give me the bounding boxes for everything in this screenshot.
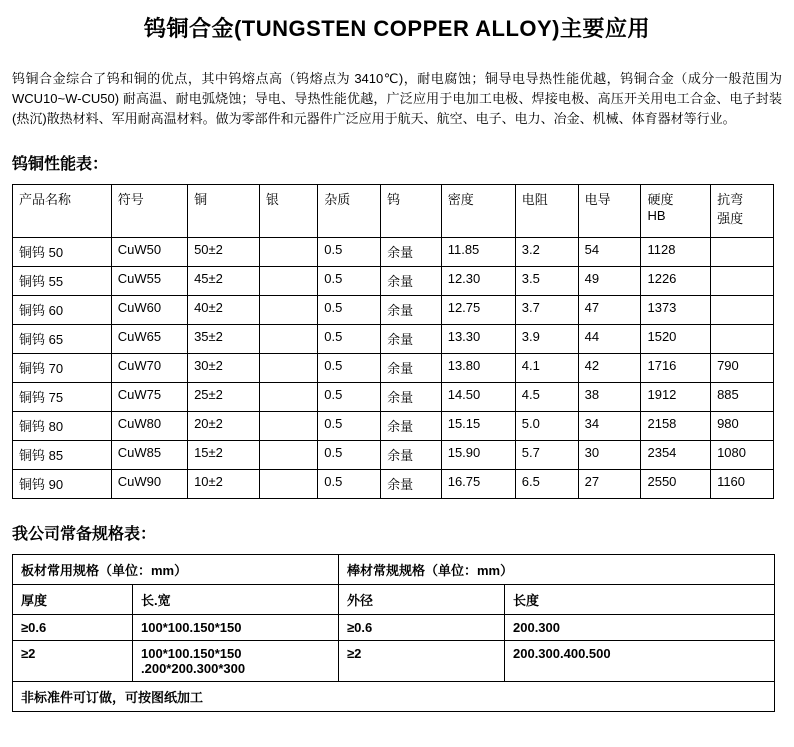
document-page (0, 12, 794, 747)
cell-plate-thickness: ≥2 (13, 641, 133, 682)
table-row (13, 325, 774, 354)
cell-conductivity: 27 (578, 470, 641, 499)
table-row (13, 354, 774, 383)
cell-silver (259, 267, 317, 296)
cell-hardness: 1912 (641, 383, 711, 412)
cell-density: 13.80 (441, 354, 515, 383)
th-silver: 银 (259, 185, 317, 238)
cell-resistance: 3.2 (515, 238, 578, 267)
th-plate-thickness: 厚度 (13, 585, 133, 615)
cell-copper: 35±2 (188, 325, 260, 354)
cell-tungsten: 余量 (381, 412, 442, 441)
cell-tungsten: 余量 (381, 296, 442, 325)
spec-table-body (13, 238, 774, 499)
th-bending-label2: 强度 (717, 211, 744, 226)
cell-plate-size: 100*100.150*150 (133, 615, 339, 641)
cell-tungsten: 余量 (381, 470, 442, 499)
cell-density: 15.15 (441, 412, 515, 441)
stock-table-body (13, 555, 775, 712)
bar-section-title: 棒材常规规格（单位：mm） (339, 555, 775, 585)
cell-density: 11.85 (441, 238, 515, 267)
table-row (13, 383, 774, 412)
stock-note: 非标准件可订做，可按图纸加工 (13, 682, 775, 712)
th-impurity: 杂质 (318, 185, 381, 238)
cell-hardness: 2550 (641, 470, 711, 499)
cell-impurity: 0.5 (318, 354, 381, 383)
cell-product-name: 铜钨 85 (13, 441, 112, 470)
intro-paragraph: 钨铜合金综合了钨和铜的优点，其中钨熔点高（钨熔点为 3410℃)，耐电腐蚀；铜导电导热性能优越，钨铜合金（成分一般范围为 WCU10~W-CU50) 耐高温、耐电弧烧蚀；导电、导热性能优越，广泛应用于电加工电极、焊接电极、高压开关用电工合金、电子封装(热沉)散热材料、军用耐高温材料。做为零部件和元器件广泛应用于航天、航空、电子、电力、冶金、机械、体育器材等行业。 (12, 71, 782, 126)
th-hardness-label: 硬度 (647, 192, 674, 207)
th-plate-size: 长.宽 (133, 585, 339, 615)
cell-tungsten: 余量 (381, 441, 442, 470)
cell-silver (259, 296, 317, 325)
cell-resistance: 4.5 (515, 383, 578, 412)
table-row (13, 641, 775, 682)
cell-symbol: CuW90 (111, 470, 187, 499)
cell-hardness: 1128 (641, 238, 711, 267)
spec-table (12, 184, 774, 499)
cell-impurity: 0.5 (318, 441, 381, 470)
cell-symbol: CuW75 (111, 383, 187, 412)
plate-size-line1: 100*100.150*150 (141, 646, 242, 661)
stock-title-row (13, 555, 775, 585)
cell-bending: 1160 (711, 470, 774, 499)
cell-tungsten: 余量 (381, 354, 442, 383)
cell-silver (259, 325, 317, 354)
cell-silver (259, 412, 317, 441)
cell-bending: 885 (711, 383, 774, 412)
cell-bending (711, 238, 774, 267)
cell-symbol: CuW85 (111, 441, 187, 470)
plate-size-line2: .200*200.300*300 (141, 661, 246, 676)
cell-product-name: 铜钨 90 (13, 470, 112, 499)
cell-tungsten: 余量 (381, 383, 442, 412)
cell-silver (259, 441, 317, 470)
spec-section-heading: 钨铜性能表： (12, 156, 109, 173)
cell-resistance: 3.9 (515, 325, 578, 354)
cell-bending: 1080 (711, 441, 774, 470)
cell-impurity: 0.5 (318, 470, 381, 499)
th-bar-length: 长度 (505, 585, 775, 615)
cell-resistance: 3.5 (515, 267, 578, 296)
cell-copper: 20±2 (188, 412, 260, 441)
th-conductivity: 电导 (578, 185, 641, 238)
cell-product-name: 铜钨 65 (13, 325, 112, 354)
cell-density: 12.30 (441, 267, 515, 296)
spec-table-head (13, 185, 774, 238)
th-tungsten: 钨 (381, 185, 442, 238)
cell-conductivity: 38 (578, 383, 641, 412)
cell-conductivity: 54 (578, 238, 641, 267)
cell-impurity: 0.5 (318, 296, 381, 325)
table-row (13, 470, 774, 499)
cell-hardness: 2158 (641, 412, 711, 441)
th-product-name: 产品名称 (13, 185, 112, 238)
cell-conductivity: 34 (578, 412, 641, 441)
cell-resistance: 4.1 (515, 354, 578, 383)
cell-resistance: 5.0 (515, 412, 578, 441)
table-row (13, 412, 774, 441)
th-hardness-unit: HB (647, 208, 666, 223)
cell-silver (259, 470, 317, 499)
cell-tungsten: 余量 (381, 325, 442, 354)
th-bending-strength (711, 185, 774, 238)
cell-copper: 40±2 (188, 296, 260, 325)
cell-density: 15.90 (441, 441, 515, 470)
cell-impurity: 0.5 (318, 412, 381, 441)
cell-copper: 25±2 (188, 383, 260, 412)
cell-product-name: 铜钨 60 (13, 296, 112, 325)
th-bar-diameter: 外径 (339, 585, 505, 615)
cell-density: 12.75 (441, 296, 515, 325)
cell-bar-diameter: ≥2 (339, 641, 505, 682)
cell-symbol: CuW50 (111, 238, 187, 267)
cell-hardness: 1373 (641, 296, 711, 325)
cell-bending: 980 (711, 412, 774, 441)
cell-density: 16.75 (441, 470, 515, 499)
cell-silver (259, 383, 317, 412)
cell-density: 13.30 (441, 325, 515, 354)
cell-product-name: 铜钨 75 (13, 383, 112, 412)
cell-product-name: 铜钨 80 (13, 412, 112, 441)
cell-hardness: 1226 (641, 267, 711, 296)
th-resistance: 电阻 (515, 185, 578, 238)
th-hardness (641, 185, 711, 238)
cell-bar-length: 200.300.400.500 (505, 641, 775, 682)
cell-silver (259, 354, 317, 383)
cell-hardness: 1716 (641, 354, 711, 383)
cell-product-name: 铜钨 70 (13, 354, 112, 383)
cell-symbol: CuW65 (111, 325, 187, 354)
stock-table (12, 554, 775, 712)
cell-copper: 45±2 (188, 267, 260, 296)
cell-density: 14.50 (441, 383, 515, 412)
table-row (13, 238, 774, 267)
cell-symbol: CuW80 (111, 412, 187, 441)
plate-section-title: 板材常用规格（单位：mm） (13, 555, 339, 585)
table-row (13, 267, 774, 296)
cell-impurity: 0.5 (318, 267, 381, 296)
cell-silver (259, 238, 317, 267)
cell-conductivity: 49 (578, 267, 641, 296)
stock-header-row (13, 585, 775, 615)
cell-bending (711, 296, 774, 325)
cell-impurity: 0.5 (318, 325, 381, 354)
cell-copper: 50±2 (188, 238, 260, 267)
th-copper: 铜 (188, 185, 260, 238)
page-title: 钨铜合金(TUNGSTEN COPPER ALLOY)主要应用 (143, 16, 651, 41)
th-density: 密度 (441, 185, 515, 238)
cell-bending: 790 (711, 354, 774, 383)
cell-conductivity: 30 (578, 441, 641, 470)
cell-tungsten: 余量 (381, 267, 442, 296)
cell-resistance: 3.7 (515, 296, 578, 325)
cell-plate-thickness: ≥0.6 (13, 615, 133, 641)
table-row (13, 441, 774, 470)
cell-copper: 15±2 (188, 441, 260, 470)
th-symbol: 符号 (111, 185, 187, 238)
cell-hardness: 1520 (641, 325, 711, 354)
cell-bending (711, 267, 774, 296)
cell-symbol: CuW55 (111, 267, 187, 296)
cell-bending (711, 325, 774, 354)
table-row (13, 296, 774, 325)
cell-conductivity: 44 (578, 325, 641, 354)
table-row (13, 615, 775, 641)
cell-impurity: 0.5 (318, 383, 381, 412)
cell-symbol: CuW60 (111, 296, 187, 325)
stock-section-heading: 我公司常备规格表： (12, 526, 157, 543)
cell-impurity: 0.5 (318, 238, 381, 267)
cell-copper: 30±2 (188, 354, 260, 383)
cell-tungsten: 余量 (381, 238, 442, 267)
cell-plate-size (133, 641, 339, 682)
cell-conductivity: 42 (578, 354, 641, 383)
cell-bar-diameter: ≥0.6 (339, 615, 505, 641)
th-bending-label: 抗弯 (717, 192, 744, 207)
stock-note-row (13, 682, 775, 712)
cell-symbol: CuW70 (111, 354, 187, 383)
table-header-row (13, 185, 774, 238)
cell-product-name: 铜钨 55 (13, 267, 112, 296)
cell-bar-length: 200.300 (505, 615, 775, 641)
cell-resistance: 5.7 (515, 441, 578, 470)
cell-hardness: 2354 (641, 441, 711, 470)
cell-copper: 10±2 (188, 470, 260, 499)
cell-product-name: 铜钨 50 (13, 238, 112, 267)
cell-resistance: 6.5 (515, 470, 578, 499)
cell-conductivity: 47 (578, 296, 641, 325)
